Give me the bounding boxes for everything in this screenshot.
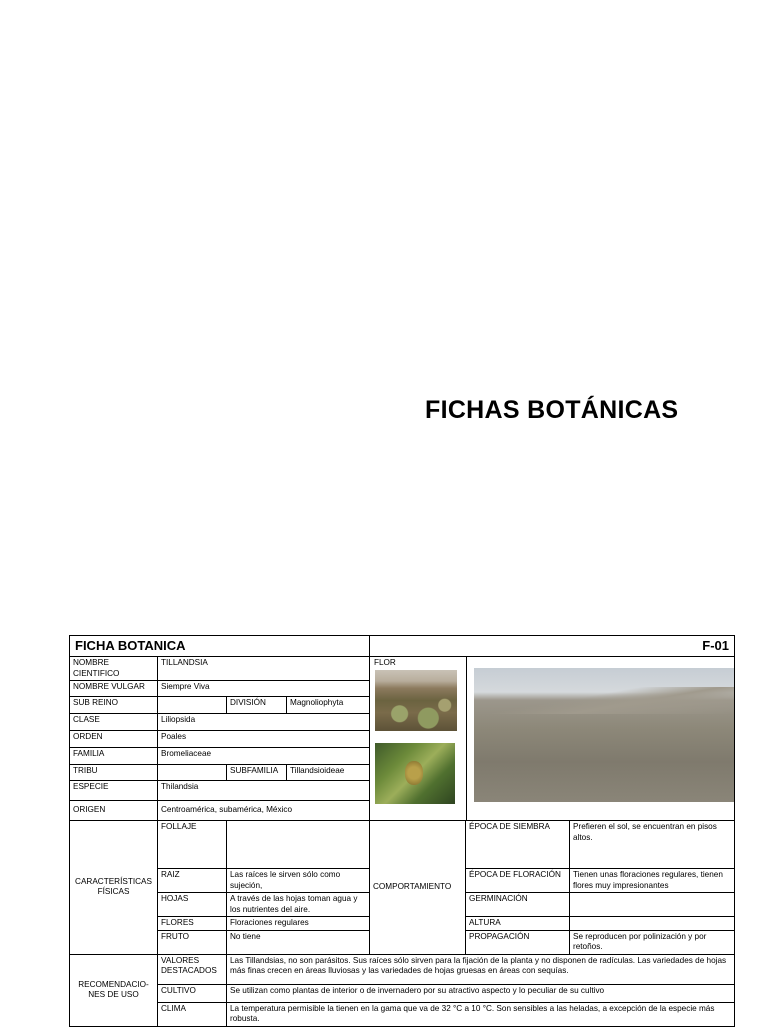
- value-orden: Poales: [158, 731, 370, 748]
- label-origen: ORIGEN: [70, 801, 158, 821]
- value-origen: Centroamérica, subamérica, México: [158, 801, 370, 821]
- value-valores-destacados: Las Tillandsias, no son parásitos. Sus raíces sólo sirven para la fijación de la planta y no disponen de radículas. Las variedades de hojas más finas crecen en áreas lluviosas y las variedades de hojas gruesas en áreas con sequías.: [227, 954, 735, 984]
- value-tribu: [158, 765, 227, 781]
- photo-divider: [466, 657, 467, 820]
- label-altura: ALTURA: [466, 917, 570, 931]
- value-fruto: No tiene: [227, 930, 370, 954]
- bromeliad-plant-photo: [375, 743, 455, 804]
- value-altura: [570, 917, 735, 931]
- label-hojas: HOJAS: [158, 893, 227, 917]
- value-division: Magnoliophyta: [287, 697, 370, 714]
- flor-label: FLOR: [374, 658, 396, 667]
- ficha-code: F-01: [370, 636, 735, 657]
- comportamiento-label: COMPORTAMIENTO: [370, 821, 466, 955]
- value-germinacion: [570, 893, 735, 917]
- label-fruto: FRUTO: [158, 930, 227, 954]
- label-cultivo: CULTIVO: [158, 984, 227, 1002]
- label-epoca-siembra: ÉPOCA DE SIEMBRA: [466, 821, 570, 869]
- label-subfamilia: SUBFAMILIA: [227, 765, 287, 781]
- label-flores: FLORES: [158, 917, 227, 931]
- value-clase: Liliopsida: [158, 714, 370, 731]
- value-epoca-siembra: Prefieren el sol, se encuentran en pisos altos.: [570, 821, 735, 869]
- value-flores: Floraciones regulares: [227, 917, 370, 931]
- label-epoca-floracion: ÉPOCA DE FLORACIÓN: [466, 869, 570, 893]
- value-hojas: A través de las hojas toman agua y los nutrientes del aire.: [227, 893, 370, 917]
- label-nombre-cientifico: NOMBRE CIENTIFICO: [70, 657, 158, 681]
- value-subfamilia: Tillandsioideae: [287, 765, 370, 781]
- label-orden: ORDEN: [70, 731, 158, 748]
- label-germinacion: GERMINACIÓN: [466, 893, 570, 917]
- value-sub-reino: [158, 697, 227, 714]
- value-especie: Thilandsia: [158, 781, 370, 801]
- value-follaje: [227, 821, 370, 869]
- value-propagacion: Se reproducen por polinización y por retoños.: [570, 930, 735, 954]
- recomendaciones-label: RECOMENDACIO-NES DE USO: [70, 954, 158, 1026]
- label-propagacion: PROPAGACIÓN: [466, 930, 570, 954]
- value-epoca-floracion: Tienen unas floraciones regulares, tienen flores muy impresionantes: [570, 869, 735, 893]
- value-nombre-cientifico: TILLANDSIA: [158, 657, 370, 681]
- label-tribu: TRIBU: [70, 765, 158, 781]
- label-sub-reino: SUB REINO: [70, 697, 158, 714]
- label-nombre-vulgar: NOMBRE VULGAR: [70, 681, 158, 697]
- label-follaje: FOLLAJE: [158, 821, 227, 869]
- label-clima: CLIMA: [158, 1002, 227, 1026]
- flor-photos-cell: [370, 657, 735, 821]
- dry-hillside-tillandsia-photo: [375, 670, 457, 731]
- value-clima: La temperatura permisible la tienen en la gama que va de 32 °C a 10 °C. Son sensibles a las heladas, a excepción de la especie más robusta.: [227, 1002, 735, 1026]
- value-cultivo: Se utilizan como plantas de interior o de invernadero por su atractivo aspecto y lo peculiar de su cultivo: [227, 984, 735, 1002]
- value-raiz: Las raíces le sirven sólo como sujeción,: [227, 869, 370, 893]
- label-raiz: RAIZ: [158, 869, 227, 893]
- value-nombre-vulgar: Siempre Viva: [158, 681, 370, 697]
- label-valores-destacados: VALORES DESTACADOS: [158, 954, 227, 984]
- desert-hill-landscape-photo: [474, 668, 735, 802]
- ficha-botanica-table: [69, 635, 735, 1027]
- page-title: FICHAS BOTÁNICAS: [425, 396, 679, 424]
- label-division: DIVISIÓN: [227, 697, 287, 714]
- label-clase: CLASE: [70, 714, 158, 731]
- caracteristicas-fisicas-label: CARACTERÍSTICAS FÍSICAS: [70, 821, 158, 955]
- label-familia: FAMILIA: [70, 748, 158, 765]
- value-familia: Bromeliaceae: [158, 748, 370, 765]
- label-especie: ESPECIE: [70, 781, 158, 801]
- ficha-header-title: FICHA BOTANICA: [70, 636, 370, 657]
